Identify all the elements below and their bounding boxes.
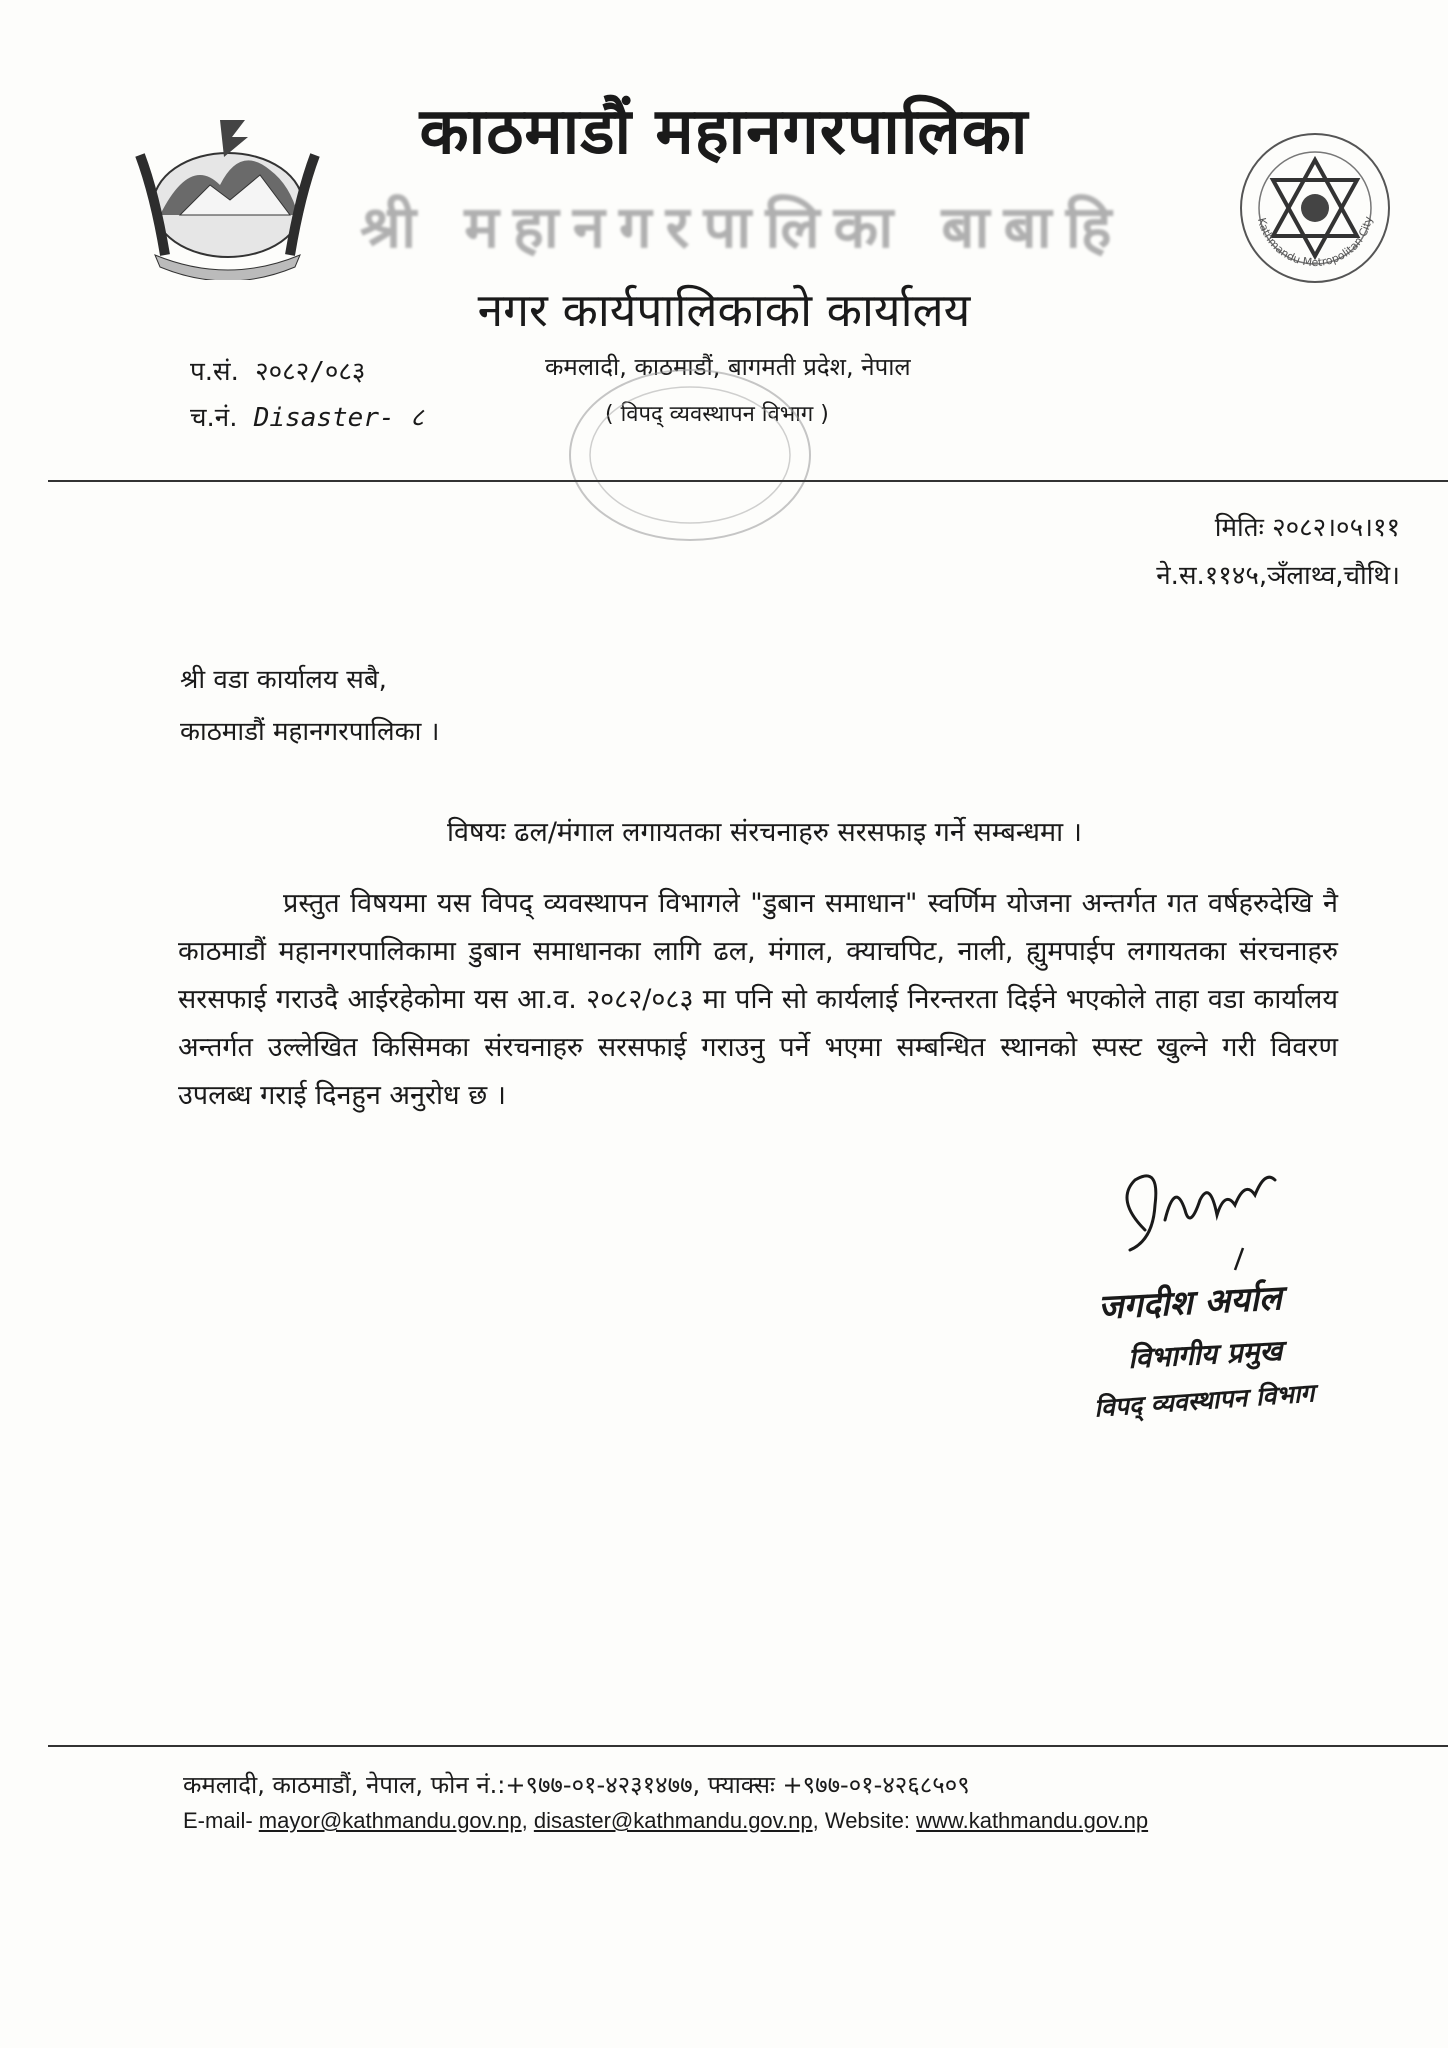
dispatch-number: [190, 398, 424, 434]
office-title: नगर कार्यपालिकाको कार्यालय: [477, 283, 971, 337]
disaster-email-link[interactable]: disaster@kathmandu.gov.np: [533, 1808, 813, 1833]
footer-contact: कमलादी, काठमाडौं, नेपाल, फोन नं.:+९७७-०१-४२३१४७७, फ्याक्सः +९७७-०१-४२६८५०९: [183, 1771, 970, 1799]
email-label: E-mail-: [183, 1808, 259, 1833]
page-title: काठमाडौं महानगरपालिका: [419, 95, 1029, 169]
reference-number: [190, 352, 365, 388]
date-bs: मितिः २०८२।०५।११: [1214, 513, 1400, 543]
mayor-email-link[interactable]: mayor@kathmandu.gov.np: [258, 1808, 522, 1833]
recipient-line-1: श्री वडा कार्यालय सबै,: [180, 665, 387, 695]
signatory-title: विभागीय प्रमुख: [1127, 1333, 1284, 1376]
office-address: कमलादी, काठमाडौं, बागमती प्रदेश, नेपाल: [545, 353, 911, 381]
footer-web: [183, 1808, 1148, 1834]
signatory-name: जगदीश अर्याल: [1097, 1278, 1283, 1328]
recipient-line-2: काठमाडौं महानगरपालिका ।: [180, 717, 440, 747]
office-stamp-icon: [555, 360, 825, 554]
header-divider: [48, 480, 1448, 482]
email-separator: ,: [521, 1808, 534, 1833]
svg-text:Kathmandu Metropolitan City: [1255, 215, 1375, 269]
footer-divider: [48, 1745, 1448, 1747]
subject-line: विषयः ढल/मंगाल लगायतका संरचनाहरु सरसफाइ गर्ने सम्बन्धमा ।: [447, 817, 1082, 848]
signature-icon: [1105, 1160, 1305, 1284]
faded-title: श्री महानगरपालिका बाबाहि: [360, 193, 1126, 261]
reference-label: प.सं.: [190, 357, 239, 387]
website-link[interactable]: www.kathmandu.gov.np: [916, 1808, 1149, 1833]
dispatch-value: Disaster- ८: [253, 403, 424, 433]
letter-body: प्रस्तुत विषयमा यस विपद् व्यवस्थापन विभागले "डुबान समाधान" स्वर्णिम योजना अन्तर्गत गत वर्षहरुदेखि नै काठमाडौं महानगरपालिकामा डुबान समाधानका लागि ढल, मंगाल, क्याचपिट, नाली, ह्युमपाईप लगायतका संरचनाहरु सरसफाई गराउदै आईरहेकोमा यस आ.व. २०८२/०८३ मा पनि सो कार्यलाई निरन्तरता दिईने भएकोले ताहा वडा कार्यालय अन्तर्गत उल्लेखित किसिमका संरचनाहरु सरसफाई गराउनु पर्ने भएमा सम्बन्धित स्थानको स्पस्ट खुल्ने गरी विवरण उपलब्ध गराई दिनहुन अनुरोध छ ।: [178, 888, 1338, 1111]
department-name: ( विपद् व्यवस्थापन विभाग ): [605, 402, 829, 427]
website-label: , Website:: [812, 1808, 917, 1833]
kmc-logo-text: Kathmandu Metropolitan City: [1255, 215, 1376, 270]
reference-value: २०८२/०८३: [255, 357, 366, 387]
dispatch-label: च.नं.: [190, 403, 238, 433]
signatory-department: विपद् व्यवस्थापन विभाग: [1093, 1378, 1316, 1423]
date-nepal-sambat: ने.स.११४५,ञँलाथ्व,चौथि।: [1156, 561, 1400, 591]
